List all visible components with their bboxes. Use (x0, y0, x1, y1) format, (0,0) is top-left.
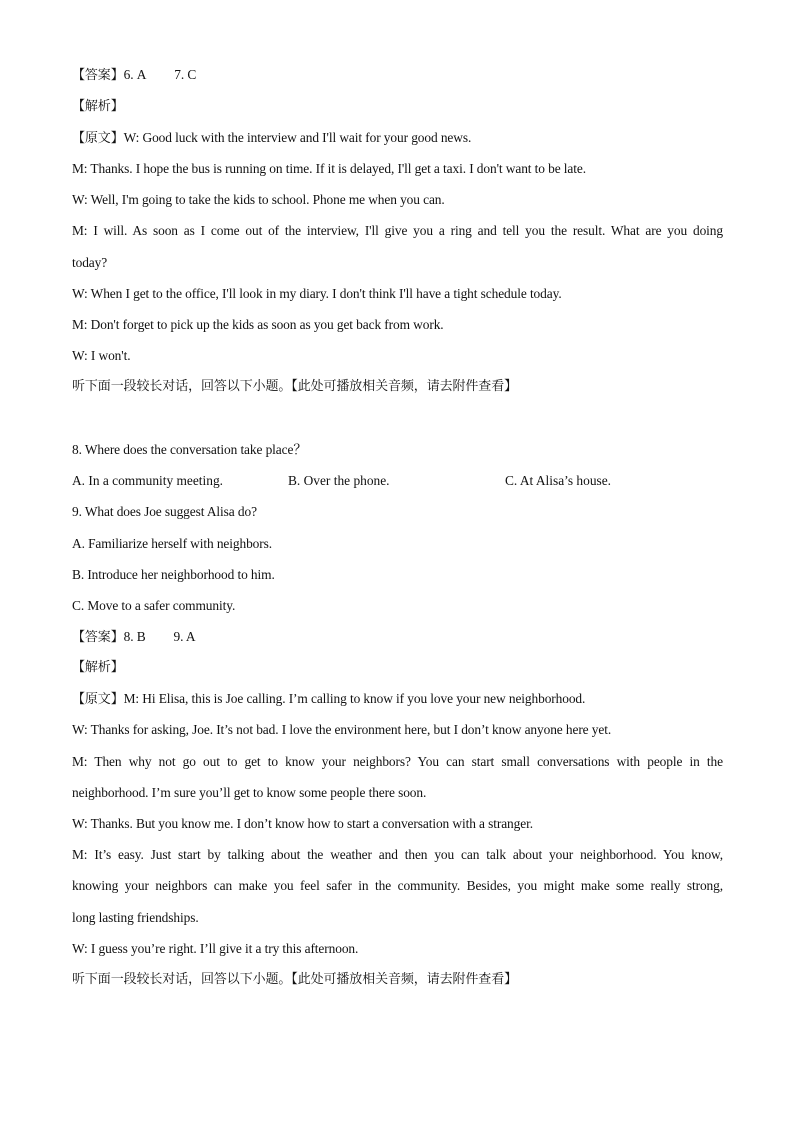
transcript-line: M: Don't forget to pick up the kids as soon as you get back from work. (72, 317, 444, 332)
answer-label: 【答案】 (72, 630, 124, 645)
transcript-line: today? (72, 255, 108, 270)
answer-label: 【答案】 (72, 68, 124, 83)
transcript-line: W: I guess you’re right. I’ll give it a try this afternoon. (72, 941, 359, 956)
q9-option-c: C. Move to a safer community. (72, 598, 236, 613)
answer-7: 7. C (174, 67, 197, 82)
q8-option-a: A. In a community meeting. (72, 473, 223, 488)
transcript-line: M: Then why not go out to get to know your neighbors? You can start small conversations with people in the (72, 754, 723, 769)
transcript-line: M: Thanks. I hope the bus is running on time. If it is delayed, I'll get a taxi. I don't want to be late. (72, 161, 586, 176)
question-8: 8. Where does the conversation take place？ (72, 442, 307, 457)
transcript-text: M: Hi Elisa, this is Joe calling. I’m calling to know if you love your new neighborhood. (123, 691, 586, 706)
transcript-line (72, 690, 723, 709)
q8-option-b: B. Over the phone. (288, 473, 390, 488)
question-9: 9. What does Joe suggest Alisa do? (72, 504, 257, 519)
answer-line-8-9 (72, 628, 723, 647)
transcript-line: W: When I get to the office, I'll look in my diary. I don't think I'll have a tight schedule today. (72, 286, 562, 301)
answer-8: 8. B (123, 629, 146, 644)
transcript-label: 【原文】 (72, 692, 124, 707)
analysis-label: 【解析】 (72, 99, 124, 114)
transcript-line: long lasting friendships. (72, 910, 199, 925)
q8-option-c: C. At Alisa’s house. (505, 473, 612, 488)
transcript-label: 【原文】 (72, 131, 124, 146)
transcript-line: neighborhood. I’m sure you’ll get to know some people there soon. (72, 785, 427, 800)
q9-option-b: B. Introduce her neighborhood to him. (72, 567, 275, 582)
answer-line-6-7 (72, 66, 723, 85)
transcript-line: knowing your neighbors can make you feel safer in the community. Besides, you might make some really strong, (72, 878, 723, 893)
transcript-line: M: I will. As soon as I come out of the interview, I'll give you a ring and tell you the result. What are you doing (72, 223, 723, 238)
audio-instruction: 听下面一段较长对话，回答以下小题。【此处可播放相关音频，请去附件查看】 (72, 379, 518, 394)
q9-option-a: A. Familiarize herself with neighbors. (72, 536, 272, 551)
transcript-line: M: It’s easy. Just start by talking about the weather and then you can talk about your neighborhood. You know, (72, 847, 723, 862)
transcript-line: W: Thanks. But you know me. I don’t know how to start a conversation with a stranger. (72, 816, 533, 831)
audio-instruction: 听下面一段较长对话，回答以下小题。【此处可播放相关音频，请去附件查看】 (72, 972, 518, 987)
transcript-line: W: Well, I'm going to take the kids to school. Phone me when you can. (72, 192, 445, 207)
transcript-text: W: Good luck with the interview and I'll wait for your good news. (123, 130, 472, 145)
transcript-line (72, 129, 723, 148)
analysis-label: 【解析】 (72, 660, 124, 675)
transcript-line: W: Thanks for asking, Joe. It’s not bad. I love the environment here, but I don’t know anyone here yet. (72, 722, 612, 737)
answer-6: 6. A (123, 67, 147, 82)
transcript-line: W: I won't. (72, 348, 131, 363)
answer-9: 9. A (173, 629, 196, 644)
